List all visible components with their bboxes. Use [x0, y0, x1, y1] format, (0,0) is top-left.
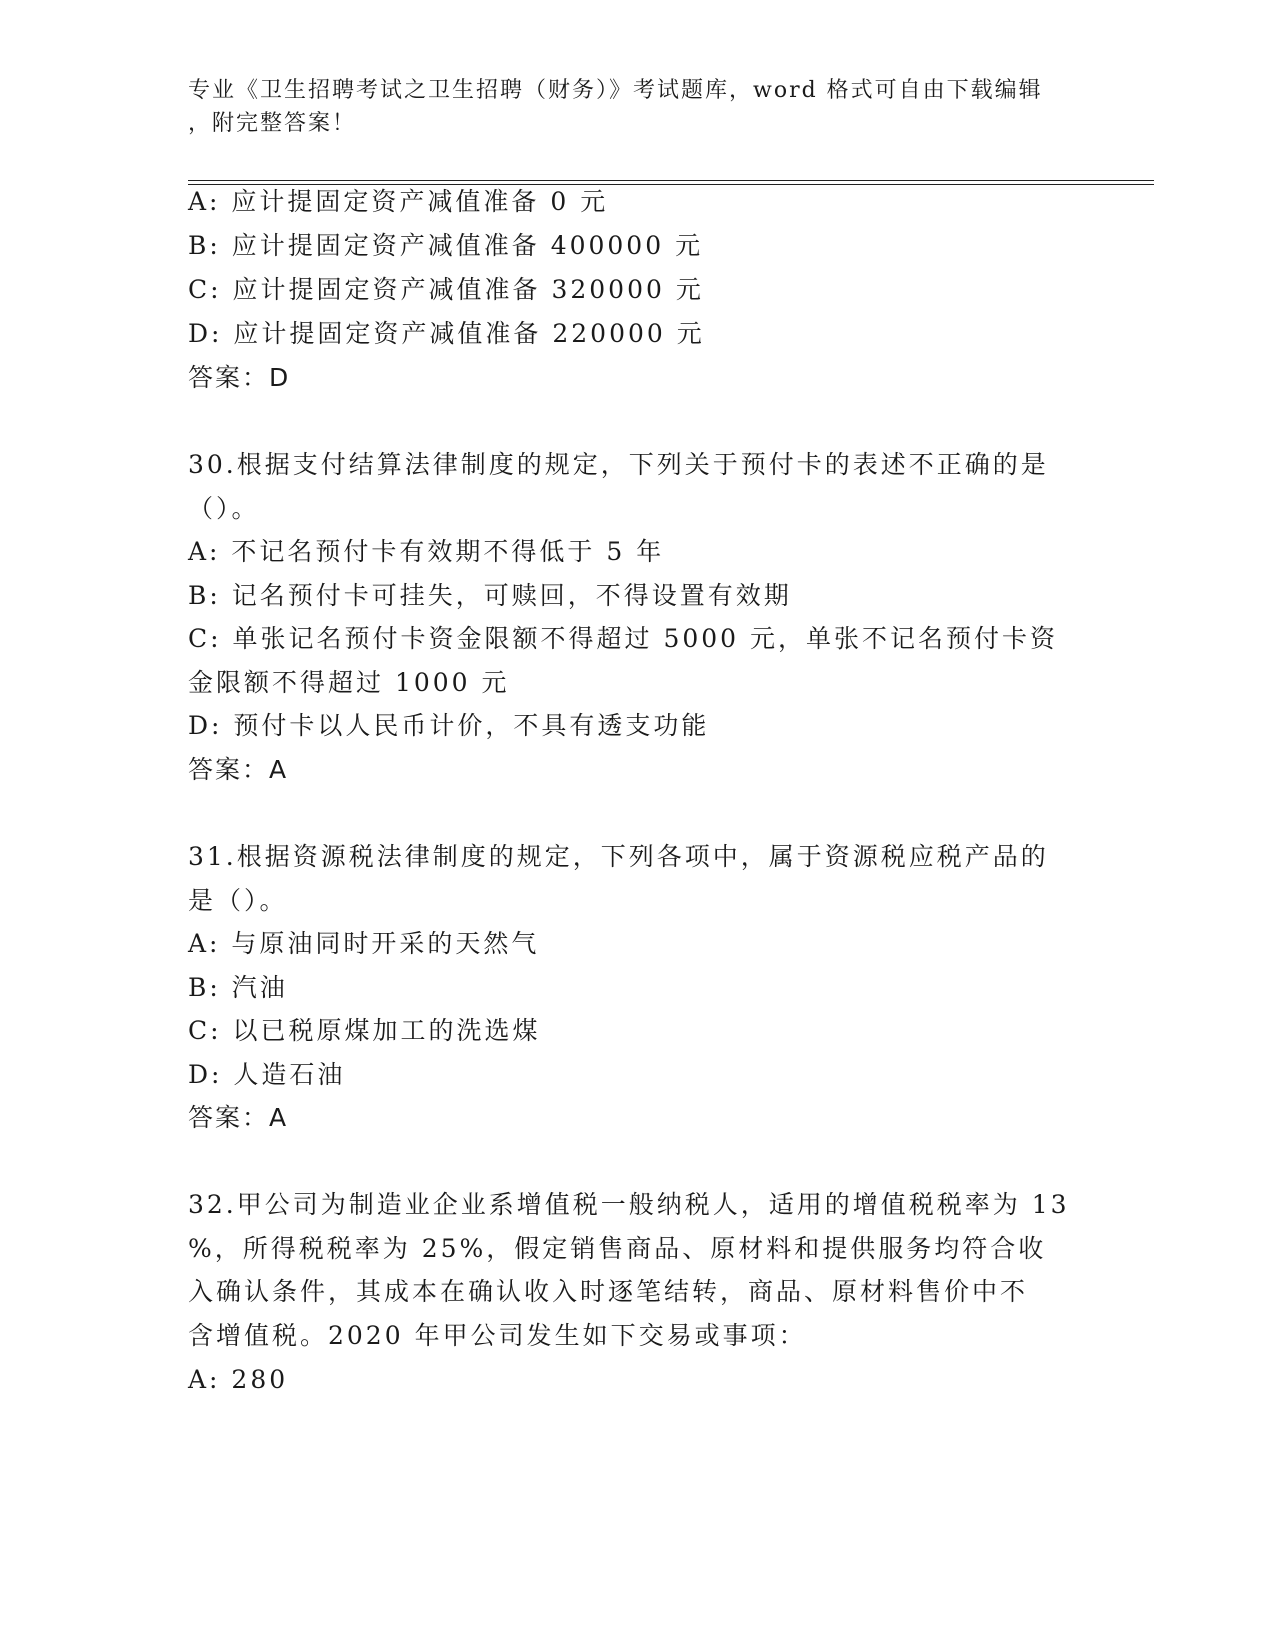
- q31-option-c: C: 以已税原煤加工的洗选煤: [188, 1016, 541, 1045]
- q30-option-a: A: 不记名预付卡有效期不得低于 5 年: [188, 537, 665, 566]
- q32-option-a: A: 280: [188, 1365, 289, 1394]
- q31-option-b: B: 汽油: [188, 973, 288, 1002]
- q29-option-d: D: 应计提固定资产减值准备 220000 元: [188, 319, 705, 348]
- q31-option-a: A: 与原油同时开采的天然气: [188, 929, 540, 958]
- q32-stem-line-4: 含增值税。2020 年甲公司发生如下交易或事项：: [188, 1321, 807, 1350]
- header-divider-bottom: [188, 184, 1154, 185]
- q30-option-b: B: 记名预付卡可挂失，可赎回，不得设置有效期: [188, 581, 792, 610]
- q29-answer: 答案：D: [188, 363, 291, 392]
- q30-stem-line-1: 30.根据支付结算法律制度的规定，下列关于预付卡的表述不正确的是: [188, 450, 1049, 479]
- q32-stem-line-3: 入确认条件，其成本在确认收入时逐笔结转，商品、原材料售价中不: [188, 1277, 1029, 1306]
- q32-stem-line-2: %，所得税税率为 25%，假定销售商品、原材料和提供服务均符合收: [188, 1234, 1047, 1263]
- q29-option-b: B: 应计提固定资产减值准备 400000 元: [188, 231, 704, 260]
- q31-stem-line-2: 是（）。: [188, 886, 288, 915]
- header-divider-top: [188, 180, 1154, 181]
- q31-option-d: D: 人造石油: [188, 1060, 346, 1089]
- q30-stem-line-2: （）。: [188, 494, 260, 523]
- q31-answer: 答案：A: [188, 1103, 289, 1132]
- q30-option-d: D: 预付卡以人民币计价，不具有透支功能: [188, 711, 710, 740]
- q31-stem-line-1: 31.根据资源税法律制度的规定，下列各项中，属于资源税应税产品的: [188, 842, 1049, 871]
- q30-answer: 答案：A: [188, 755, 289, 784]
- q30-option-c-line-2: 金限额不得超过 1000 元: [188, 668, 510, 697]
- header-line-1: 专业《卫生招聘考试之卫生招聘（财务）》考试题库，word 格式可自由下载编辑: [188, 78, 1043, 103]
- q32-stem-line-1: 32.甲公司为制造业企业系增值税一般纳税人，适用的增值税税率为 13: [188, 1190, 1070, 1219]
- document-header: [188, 74, 1068, 140]
- q30-option-c-line-1: C: 单张记名预付卡资金限额不得超过 5000 元，单张不记名预付卡资: [188, 624, 1059, 653]
- q29-option-a: A: 应计提固定资产减值准备 0 元: [188, 187, 609, 216]
- q29-option-c: C: 应计提固定资产减值准备 320000 元: [188, 275, 704, 304]
- header-line-2: ，附完整答案！: [188, 111, 357, 136]
